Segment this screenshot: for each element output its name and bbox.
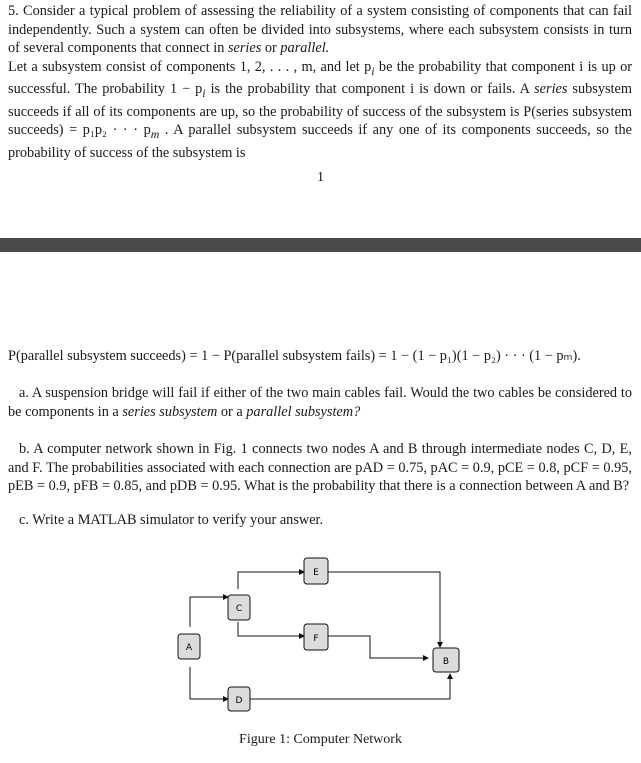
svg-text:E: E — [313, 568, 319, 578]
svg-text:F: F — [313, 634, 319, 644]
page-2 — [0, 252, 641, 763]
parallel-equation: P(parallel subsystem succeeds) = 1 − P(parallel subsystem fails) = 1 − (1 − p₁)(1 − p₂) · · · (1 − pₘ). — [8, 348, 581, 364]
node-a — [178, 634, 200, 659]
node-d — [228, 687, 250, 711]
page-separator — [0, 238, 641, 252]
page-1 — [0, 0, 641, 238]
intro-paragraph: 5. Consider a typical problem of assessing the reliability of a system consisting of components that can fail independently. Such a system can often be divided into subsystems, where each subsystem consists in turn of several components that connect in series or parallel. — [8, 3, 632, 57]
node-c — [228, 595, 250, 620]
svg-text:D: D — [235, 696, 243, 706]
node-b — [433, 648, 459, 672]
node-f — [304, 624, 328, 650]
problem-intro — [8, 2, 632, 162]
question-c: c. Write a MATLAB simulator to verify your answer. — [19, 512, 324, 528]
svg-text:B: B — [442, 657, 450, 667]
svg-text:A: A — [185, 643, 193, 653]
question-a: a. A suspension bridge will fail if either of the two main cables fail. Would the two cables be considered to be components in a series subsystem or a parallel subsystem? — [8, 385, 632, 420]
subsystem-paragraph: Let a subsystem consist of components 1, 2, . . . , m, and let $p_i$ be the probability that component i is up or successful. The probability $1 - p_i$ is the probability that component i is down or fails. A series subsystem succeeds if all of its components are up, so the probability of success of the subsystem is P(series subsystem succeeds) = p₁p₂ · · · $p_m$ . A parallel subsystem succeeds if any one of its components succeeds, so the probability of success of the subsystem is — [8, 58, 632, 161]
network-figure — [170, 552, 470, 722]
node-e — [304, 558, 328, 584]
question-b: b. A computer network shown in Fig. 1 connects two nodes A and B through intermediate nodes C, D, E, and F. The probabilities associated with each connection are pAD = 0.75, pAC = 0.9, pCE = 0.8, pCF = 0.95, pEB = 0.9, pFB = 0.85, and pDB = 0.95. What is the probability that there is a connection between A and B? — [8, 441, 633, 495]
svg-text:C: C — [235, 604, 243, 614]
figure-caption: Figure 1: Computer Network — [239, 732, 402, 747]
page-number: 1 — [317, 170, 324, 185]
